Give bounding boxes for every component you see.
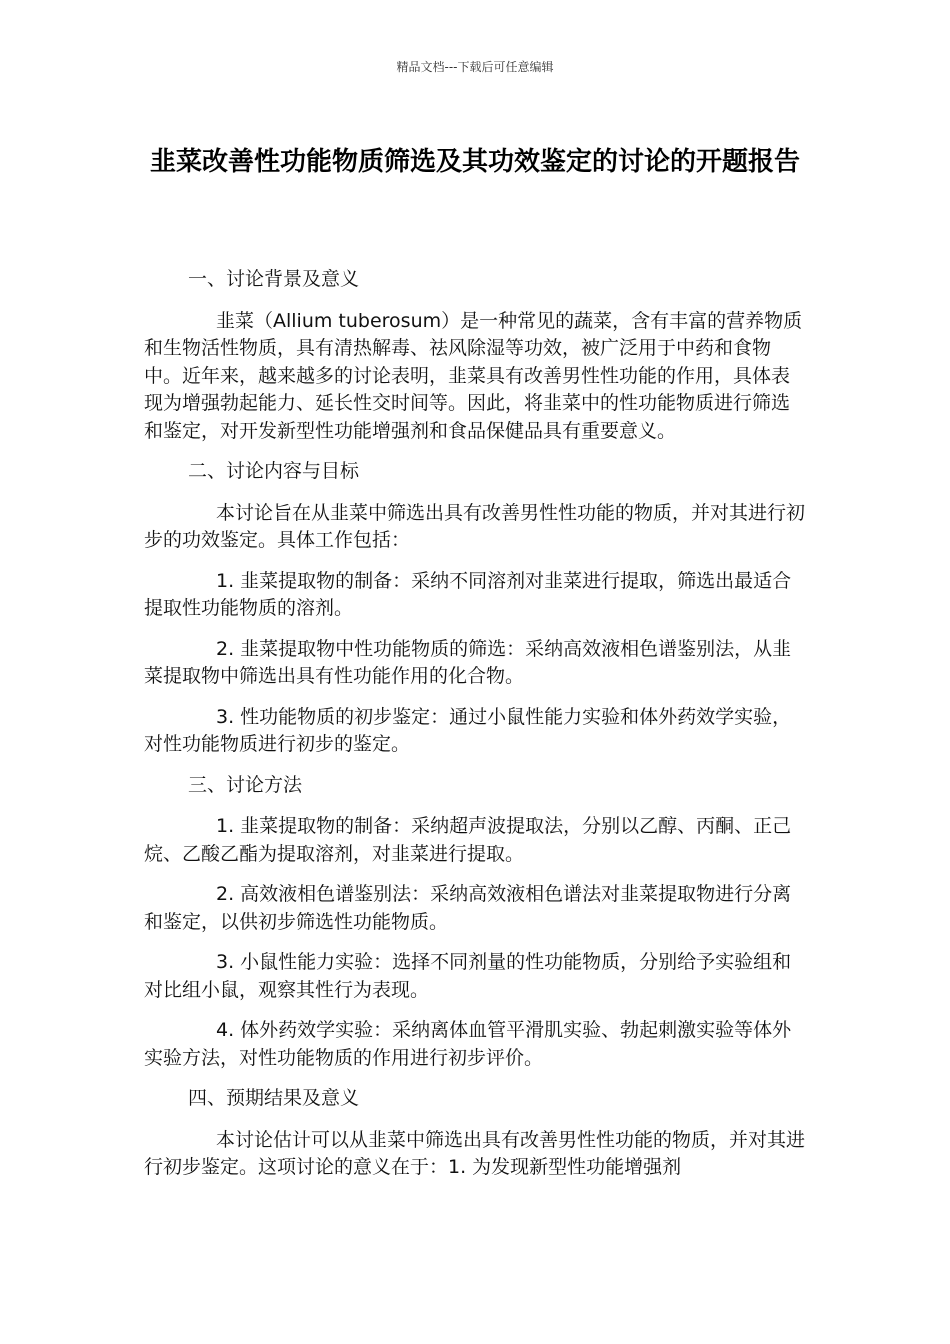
header-note: 精品文档---下载后可任意编辑 (396, 60, 554, 74)
list-item: 1. 韭菜提取物的制备：采纳不同溶剂对韭菜进行提取，筛选出最适合提取性功能物质的溶剂。 (144, 569, 792, 619)
list-item: 2. 韭菜提取物中性功能物质的筛选：采纳高效液相色谱鉴别法，从韭菜提取物中筛选出具有性功能作用的化合物。 (144, 637, 792, 687)
section-expected-results (144, 1085, 808, 1182)
body-paragraph: 本讨论估计可以从韭菜中筛选出具有改善男性性功能的物质，并对其进行初步鉴定。这项讨论的意义在于：1. 为发现新型性功能增强剂 (144, 1128, 806, 1178)
list-item: 2. 高效液相色谱鉴别法：采纳高效液相色谱法对韭菜提取物进行分离和鉴定，以供初步筛选性功能物质。 (144, 883, 792, 933)
section-heading: 四、预期结果及意义 (188, 1087, 360, 1109)
section-content-goals (144, 458, 808, 759)
section-background (144, 266, 808, 445)
list-item: 1. 韭菜提取物的制备：采纳超声波提取法，分别以乙醇、丙酮、正己烷、乙酸乙酯为提取溶剂，对韭菜进行提取。 (144, 815, 792, 865)
body-paragraph: 本讨论旨在从韭菜中筛选出具有改善男性性功能的物质，并对其进行初步的功效鉴定。具体工作包括： (144, 501, 806, 551)
section-heading: 二、讨论内容与目标 (188, 460, 360, 482)
document-title: 韭菜改善性功能物质筛选及其功效鉴定的讨论的开题报告 (149, 147, 800, 177)
list-item: 4. 体外药效学实验：采纳离体血管平滑肌实验、勃起刺激实验等体外实验方法，对性功能物质的作用进行初步评价。 (144, 1019, 792, 1069)
section-methods (144, 772, 808, 1073)
list-item: 3. 性功能物质的初步鉴定：通过小鼠性能力实验和体外药效学实验，对性功能物质进行初步的鉴定。 (144, 705, 792, 755)
document-body (144, 266, 808, 1195)
section-heading: 一、讨论背景及意义 (188, 268, 360, 290)
list-item: 3. 小鼠性能力实验：选择不同剂量的性功能物质，分别给予实验组和对比组小鼠，观察其性行为表现。 (144, 951, 792, 1001)
body-paragraph: 韭菜（Allium tuberosum）是一种常见的蔬菜，含有丰富的营养物质和生物活性物质，具有清热解毒、祛风除湿等功效，被广泛用于中药和食物中。近年来，越来越多的讨论表明，韭菜具有改善男性性功能的作用，具体表现为增强勃起能力、延长性交时间等。因此，将韭菜中的性功能物质进行筛选和鉴定，对开发新型性功能增强剂和食品保健品具有重要意义。 (144, 309, 803, 442)
section-heading: 三、讨论方法 (188, 773, 303, 796)
